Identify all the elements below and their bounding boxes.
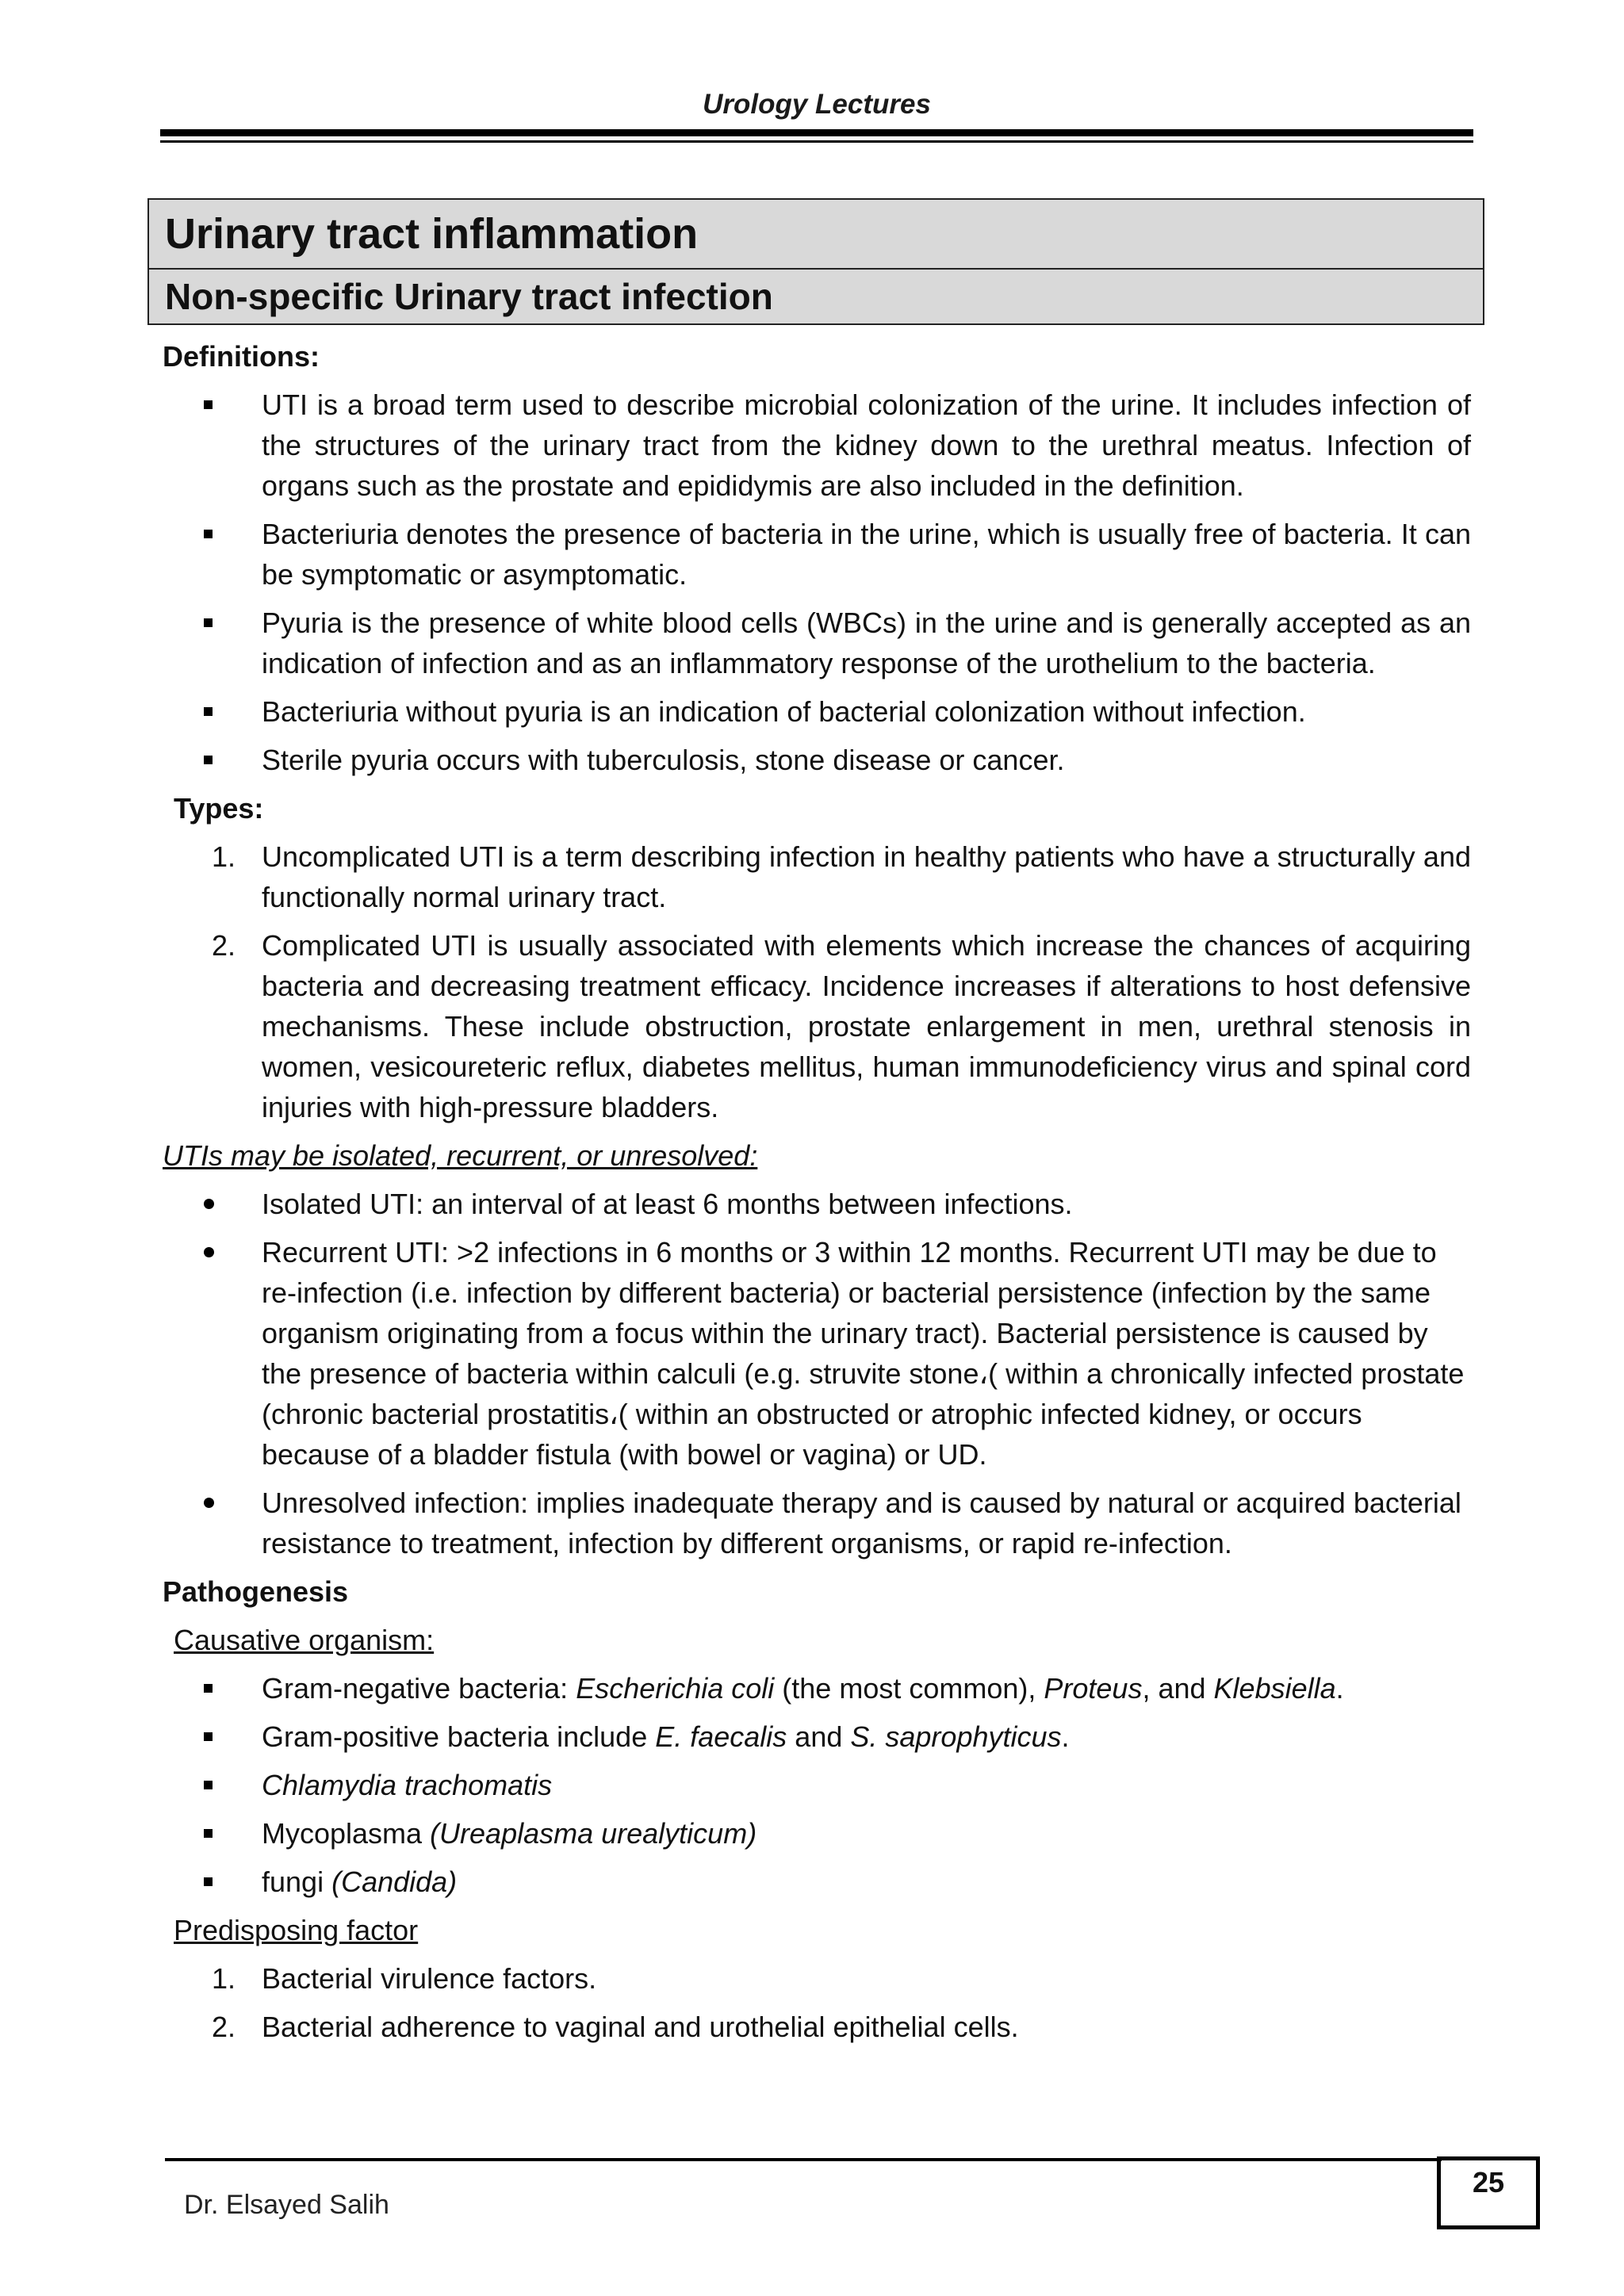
square-bullet-icon: [204, 1877, 213, 1886]
list-item: Chlamydia trachomatis: [163, 1765, 1471, 1805]
square-bullet-icon: [204, 756, 213, 764]
square-bullet-icon: [204, 707, 213, 716]
list-item: Unresolved infection: implies inadequate therapy and is caused by natural or acquired bacterial resistance to treatment, infection by different organisms, or rapid re-infection.: [163, 1483, 1471, 1563]
list-item: Pyuria is the presence of white blood cells (WBCs) in the urine and is generally accepted as an indication of infection and as an inflammatory response of the urothelium to the bacteria.: [163, 603, 1471, 683]
list-item: Isolated UTI: an interval of at least 6 months between infections.: [163, 1184, 1471, 1224]
header-rule-thin: [160, 140, 1473, 143]
utis-heading: UTIs may be isolated, recurrent, or unresolved:: [163, 1139, 758, 1172]
round-bullet-icon: [204, 1199, 214, 1209]
square-bullet-icon: [204, 618, 213, 627]
square-bullet-icon: [204, 1732, 213, 1741]
header-rule-thick: [160, 129, 1473, 136]
square-bullet-icon: [204, 1781, 213, 1789]
list-item: Gram-negative bacteria: Escherichia coli (the most common), Proteus, and Klebsiella.: [163, 1668, 1471, 1709]
section-title: Non-specific Urinary tract infection: [165, 276, 773, 317]
types-heading: Types:: [174, 792, 264, 825]
round-bullet-icon: [204, 1498, 214, 1508]
pathogenesis-heading: Pathogenesis: [163, 1575, 349, 1608]
list-item: Bacteriuria denotes the presence of bacteria in the urine, which is usually free of bacteria. It can be symptomatic or asymptomatic.: [163, 514, 1471, 595]
list-item: UTI is a broad term used to describe microbial colonization of the urine. It includes infection of the structures of the urinary tract from the kidney down to the urethral meatus. Infection of organs such as the prostate and epididymis are also included in the definition.: [163, 385, 1471, 506]
list-item: Gram-positive bacteria include E. faecalis and S. saprophyticus.: [163, 1716, 1471, 1757]
chapter-title: Urinary tract inflammation: [149, 200, 1483, 270]
list-item: Mycoplasma (Ureaplasma urealyticum): [163, 1813, 1471, 1854]
square-bullet-icon: [204, 1684, 213, 1693]
predisposing-heading: Predisposing factor: [174, 1914, 419, 1946]
list-item: Sterile pyuria occurs with tuberculosis, stone disease or cancer.: [163, 740, 1471, 780]
round-bullet-icon: [204, 1247, 214, 1257]
footer-author: Dr. Elsayed Salih: [184, 2190, 389, 2220]
definitions-heading: Definitions:: [163, 340, 320, 373]
causative-heading: Causative organism:: [174, 1624, 435, 1656]
square-bullet-icon: [204, 530, 213, 538]
page-number: 25: [1437, 2156, 1540, 2229]
list-item: Bacteriuria without pyuria is an indication of bacterial colonization without infection.: [163, 691, 1471, 732]
list-item: Recurrent UTI: >2 infections in 6 months or 3 within 12 months. Recurrent UTI may be due to re-infection (i.e. infection by different bacteria) or bacterial persistence (infection by the same organism originating from a focus within the urinary tract). Bacterial persistence is caused by the presence of bacteria within calculi (e.g. struvite stone،( within a chronically infected prostate (chronic bacterial prostatitis،( within an obstructed or atrophic infected kidney, or occurs because of a bladder fistula (with bowel or vagina) or UD.: [163, 1232, 1471, 1475]
numbered-item: 2. Complicated UTI is usually associated with elements which increase the chances of acquiring bacteria and decreasing treatment efficacy. Incidence increases if alterations to host defensive mechanisms. These include obstruction, prostate enlargement in men, urethral stenosis in women, vesicoureteric reflux, diabetes mellitus, human immunodeficiency virus and spinal cord injuries with high-pressure bladders.: [212, 929, 1471, 1123]
title-box: [147, 198, 1484, 325]
list-item: fungi (Candida): [163, 1862, 1471, 1902]
footer-rule: [165, 2158, 1442, 2161]
square-bullet-icon: [204, 1829, 213, 1838]
numbered-item: 1. Bacterial virulence factors.: [212, 1962, 597, 1995]
page-content: [163, 331, 1471, 2055]
square-bullet-icon: [204, 400, 213, 409]
running-header: Urology Lectures: [703, 89, 931, 120]
numbered-item: 1. Uncomplicated UTI is a term describing infection in healthy patients who have a structurally and functionally normal urinary tract.: [212, 840, 1471, 913]
numbered-item: 2. Bacterial adherence to vaginal and urothelial epithelial cells.: [212, 2011, 1019, 2043]
